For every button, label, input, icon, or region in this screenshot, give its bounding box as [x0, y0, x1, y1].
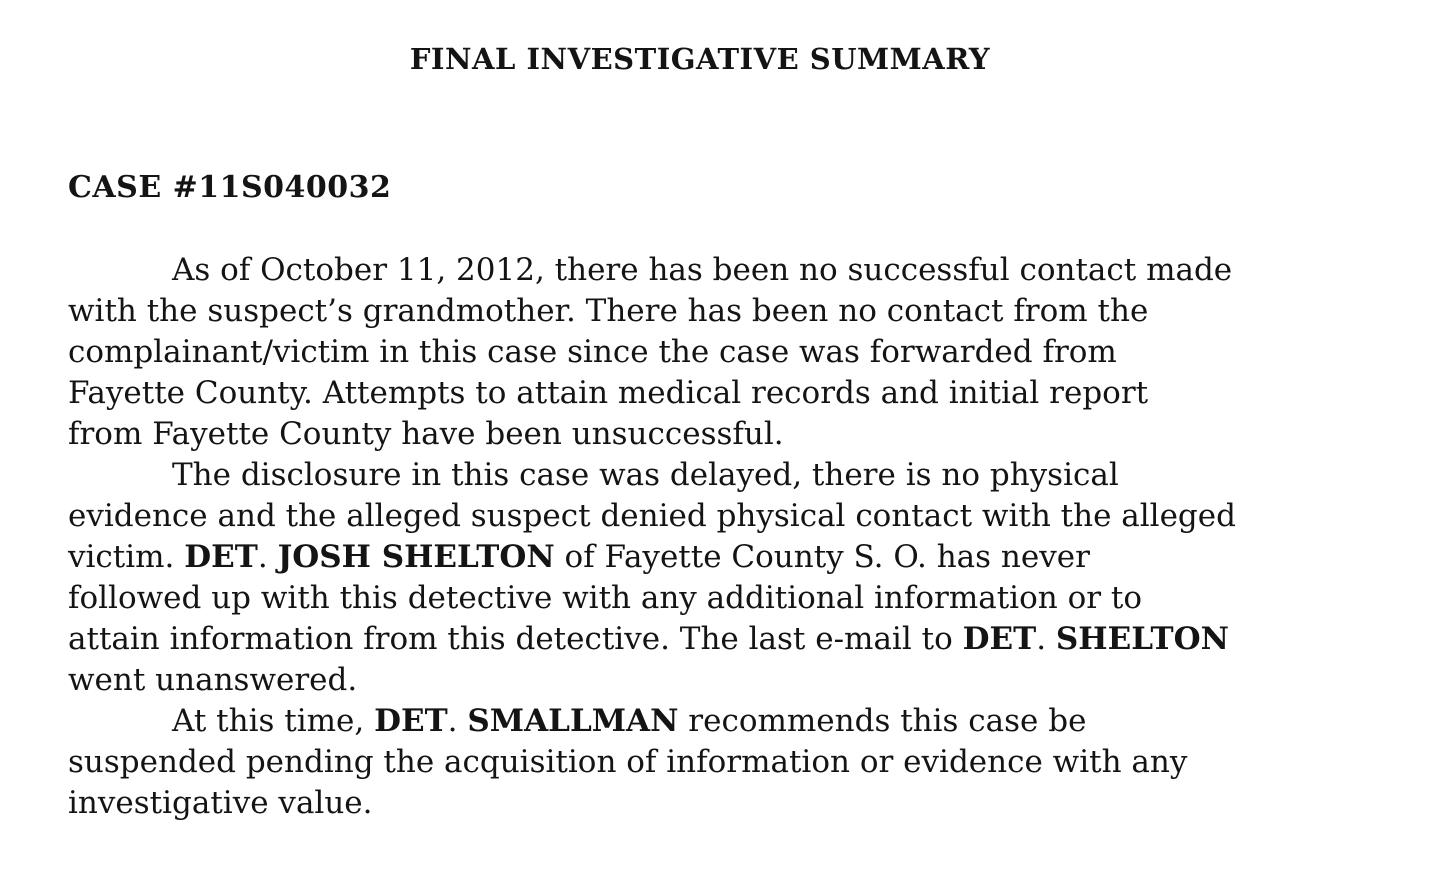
text-run: suspended pending the acquisition of information or evidence with any	[68, 744, 1188, 780]
bold-name-text: DET	[184, 539, 258, 575]
text-run: .	[1036, 621, 1056, 657]
bold-name-text: DET	[374, 703, 448, 739]
document-title: FINAL INVESTIGATIVE SUMMARY	[409, 42, 991, 76]
text-line	[68, 414, 1368, 455]
text-run: investigative value.	[68, 785, 373, 821]
text-line	[68, 496, 1368, 537]
text-run: of Fayette County S. O. has never	[554, 539, 1090, 575]
case-number-heading: CASE #11S040032	[68, 170, 392, 205]
text-run: .	[447, 703, 468, 739]
bold-name-text: DET	[962, 621, 1037, 657]
text-line	[68, 660, 1368, 701]
text-line	[68, 291, 1368, 332]
text-run: recommends this case be	[678, 703, 1087, 739]
text-run: followed up with this detective with any additional information or to	[68, 580, 1143, 616]
text-run: At this time,	[172, 703, 375, 739]
bold-name-text: JOSH SHELTON	[277, 539, 555, 575]
text-run: Fayette County. Attempts to attain medical records and initial report	[68, 375, 1149, 411]
text-line	[68, 250, 1368, 291]
text-line	[68, 537, 1368, 578]
text-run: with the suspect’s grandmother. There has been no contact from the	[68, 293, 1149, 329]
text-run: from Fayette County have been unsuccessful.	[68, 416, 784, 452]
text-line	[68, 742, 1368, 783]
text-run: attain information from this detective. The last e-mail to	[68, 621, 963, 657]
text-line	[68, 578, 1368, 619]
text-line	[68, 701, 1368, 742]
text-line	[68, 619, 1368, 660]
text-line	[68, 455, 1368, 496]
text-line	[68, 783, 1368, 824]
text-run: went unanswered.	[68, 662, 358, 698]
summary-body	[68, 250, 1368, 824]
text-run: .	[257, 539, 278, 575]
text-run: evidence and the alleged suspect denied physical contact with the alleged	[68, 498, 1236, 534]
bold-name-text: SHELTON	[1055, 621, 1229, 657]
bold-name-text: SMALLMAN	[467, 703, 679, 739]
text-run: The disclosure in this case was delayed, there is no physical	[172, 457, 1119, 493]
text-run: complainant/victim in this case since the case was forwarded from	[68, 334, 1117, 370]
text-run: As of October 11, 2012, there has been no successful contact made	[172, 252, 1233, 288]
text-run: victim.	[68, 539, 185, 575]
text-line	[68, 332, 1368, 373]
text-line	[68, 373, 1368, 414]
